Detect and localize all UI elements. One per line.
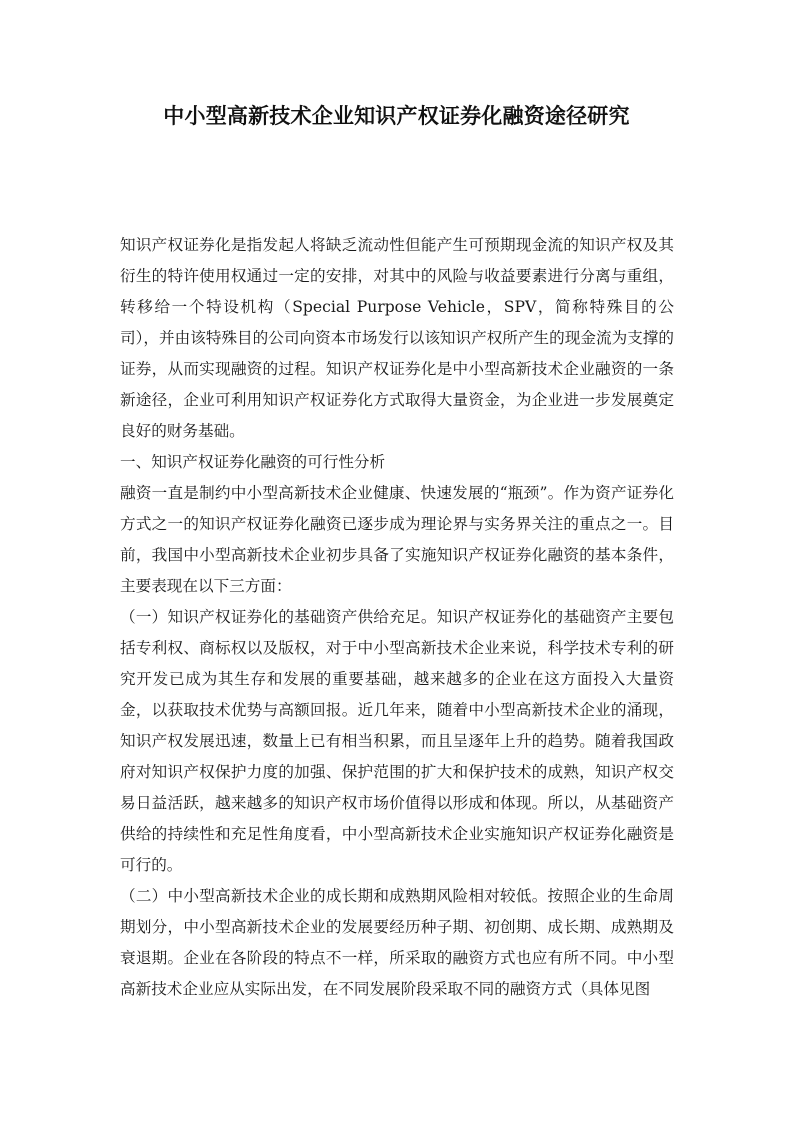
point-one-paragraph: （一）知识产权证券化的基础资产供给充足。知识产权证券化的基础资产主要包括专利权、商标权以及版权，对于中小型高新技术企业来说，科学技术专利的研究开发已成为其生存和发展的重要基础，越来越多的企业在这方面投入大量资金，以获取技术优势与高额回报。近几年来，随着中小型高新技术企业的涌现，知识产权发展迅速，数量上已有相当积累，而且呈逐年上升的趋势。随着我国政府对知识产权保护力度的加强、保护范围的扩大和保护技术的成熟，知识产权交易日益活跃，越来越多的知识产权市场价值得以形成和体现。所以，从基础资产供给的持续性和充足性角度看，中小型高新技术企业实施知识产权证券化融资是可行的。 [120,608,674,874]
section-heading-feasibility: 一、知识产权证券化融资的可行性分析 [120,453,386,471]
point-two-paragraph: （二）中小型高新技术企业的成长期和成熟期风险相对较低。按照企业的生命周期划分，中小型高新技术企业的发展要经历种子期、初创期、成长期、成熟期及衰退期。企业在各阶段的特点不一样，所采取的融资方式也应有所不同。中小型高新技术企业应从实际出发，在不同发展阶段采取不同的融资方式（具体见图 [120,887,674,998]
intro-paragraph: 知识产权证券化是指发起人将缺乏流动性但能产生可预期现金流的知识产权及其衍生的特许使用权通过一定的安排，对其中的风险与收益要素进行分离与重组，转移给一个特设机构（Special Purpose Vehicle，SPV，简称特殊目的公司），并由该特殊目的公司向资本市场发行以该知识产权所产生的现金流为支撑的证券，从而实现融资的过程。知识产权证券化是中小型高新技术企业融资的一条新途径，企业可利用知识产权证券化方式取得大量资金，为企业进一步发展奠定良好的财务基础。 [120,236,674,440]
document-body [120,230,674,1005]
document-title: 中小型高新技术企业知识产权证券化融资途径研究 [163,104,630,128]
section-intro-paragraph: 融资一直是制约中小型高新技术企业健康、快速发展的“瓶颈”。作为资产证券化方式之一的知识产权证券化融资已逐步成为理论界与实务界关注的重点之一。目前，我国中小型高新技术企业初步具备了实施知识产权证券化融资的基本条件，主要表现在以下三方面： [120,484,674,595]
